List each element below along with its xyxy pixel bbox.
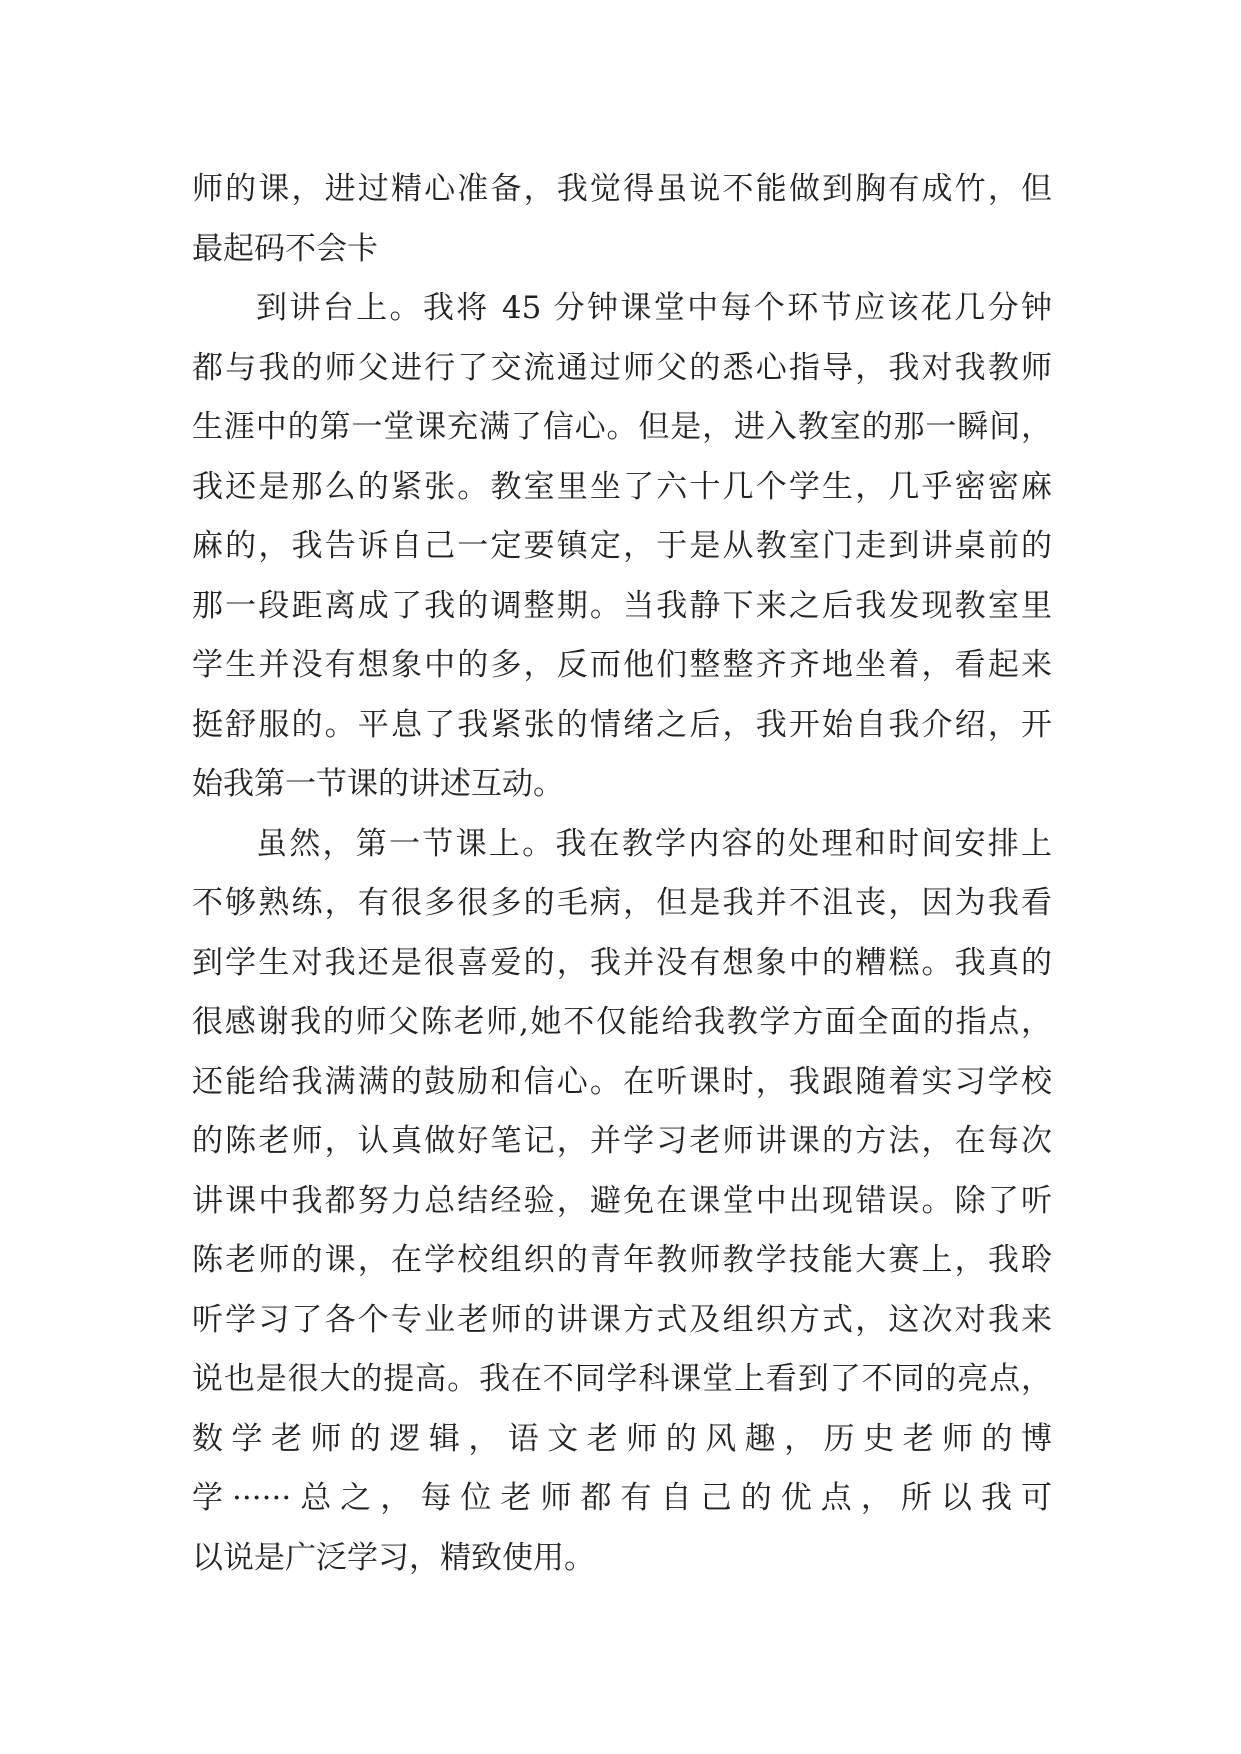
text-line: 数学老师的逻辑，语文老师的风趣，历史老师的博 <box>192 1420 1052 1457</box>
text-line: 生涯中的第一堂课充满了信心。但是，进入教室的那一瞬间， <box>192 409 1052 445</box>
text-line: 师的课，进过精心准备，我觉得虽说不能做到胸有成竹，但 <box>192 171 1052 207</box>
document-body <box>192 160 1052 1588</box>
text-line: 以说是广泛学习，精致使用。 <box>192 1539 595 1576</box>
text-line: 都与我的师父进行了交流通过师父的悉心指导，我对我教师 <box>192 349 1052 386</box>
text-line: 我还是那么的紧张。教室里坐了六十几个学生，几乎密密麻 <box>192 468 1052 505</box>
text-line: 始我第一节课的讲述互动。 <box>192 766 564 802</box>
text-line: 陈老师的课，在学校组织的青年教师教学技能大赛上，我聆 <box>192 1242 1052 1278</box>
text-line: 不够熟练，有很多很多的毛病，但是我并不沮丧，因为我看 <box>192 885 1052 921</box>
text-line: 说也是很大的提高。我在不同学科课堂上看到了不同的亮点， <box>192 1361 1052 1397</box>
paragraph-1 <box>192 160 1052 279</box>
text-line: 到学生对我还是很喜爱的，我并没有想象中的糟糕。我真的 <box>192 944 1052 981</box>
text-line: 讲课中我都努力总结经验，避免在课堂中出现错误。除了听 <box>192 1182 1052 1219</box>
text-line: 虽然，第一节课上。我在教学内容的处理和时间安排上 <box>256 825 1052 862</box>
text-line: 麻的，我告诉自己一定要镇定，于是从教室门走到讲桌前的 <box>192 528 1052 564</box>
text-line: 学生并没有想象中的多，反而他们整整齐齐地坐着，看起来 <box>192 647 1052 683</box>
text-line: 最起码不会卡 <box>192 230 378 267</box>
text-line: 学······总之，每位老师都有自己的优点，所以我可 <box>192 1480 1052 1516</box>
text-line: 到讲台上。我将 45 分钟课堂中每个环节应该花几分钟 <box>256 290 1052 326</box>
text-line: 那一段距离成了我的调整期。当我静下来之后我发现教室里 <box>192 587 1052 624</box>
paragraph-2 <box>192 279 1052 815</box>
text-line: 还能给我满满的鼓励和信心。在听课时，我跟随着实习学校 <box>192 1063 1052 1100</box>
text-line: 挺舒服的。平息了我紧张的情绪之后，我开始自我介绍，开 <box>192 706 1052 743</box>
text-line: 很感谢我的师父陈老师,她不仅能给我教学方面全面的指点， <box>192 1004 1052 1040</box>
text-line: 听学习了各个专业老师的讲课方式及组织方式，这次对我来 <box>192 1301 1052 1338</box>
text-line: 的陈老师，认真做好笔记，并学习老师讲课的方法，在每次 <box>192 1123 1052 1159</box>
paragraph-3 <box>192 815 1052 1589</box>
